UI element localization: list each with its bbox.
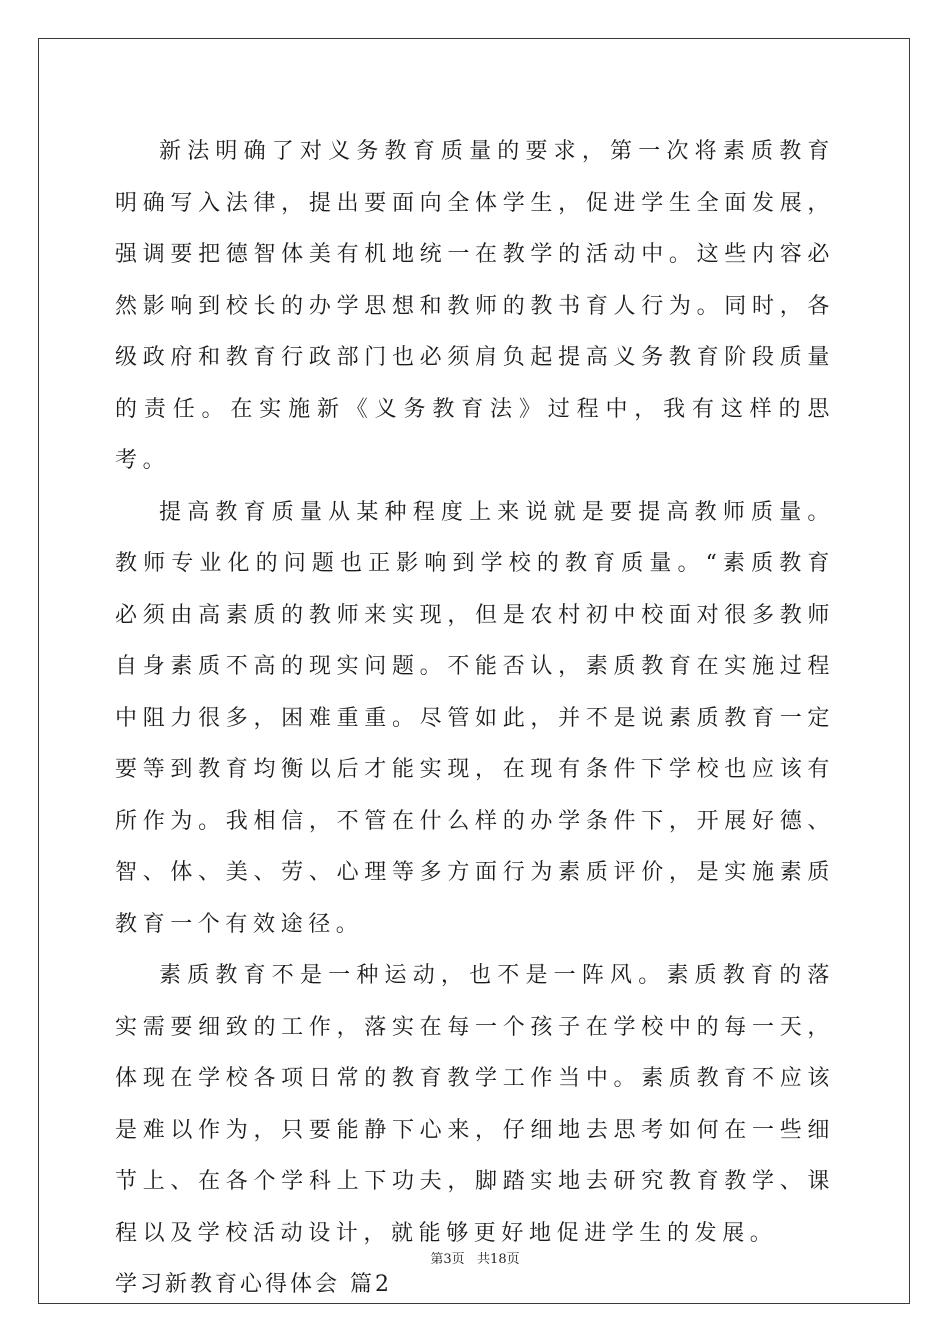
paragraph-3: 素质教育不是一种运动，也不是一阵风。素质教育的落实需要细致的工作，落实在每一个孩子在学校中的每一天，体现在学校各项日常的教育教学工作当中。素质教育不应该是难以作为，只要能静下心来，仔细地去思考如何在一些细节上、在各个学科上下功夫，脚踏实地去研究教育教学、课程以及学校活动设计，就能够更好地促进学生的发展。: [115, 963, 835, 1246]
page-number-footer: 第3页 共18页: [430, 1252, 520, 1267]
paragraph-1: 新法明确了对义务教育质量的要求，第一次将素质教育明确写入法律，提出要面向全体学生，促进学生全面发展，强调要把德智体美有机地统一在教学的活动中。这些内容必然影响到校长的办学思想和教师的教书育人行为。同时，各级政府和教育行政部门也必须肩负起提高义务教育阶段质量的责任。在实施新《义务教育法》过程中，我有这样的思考。: [115, 139, 835, 473]
section-heading: 学习新教育心得体会 篇2: [115, 1272, 392, 1297]
document-body: [115, 126, 835, 1311]
paragraph-2: 提高教育质量从某种程度上来说就是要提高教师质量。教师专业化的问题也正影响到学校的教育质量。“素质教育必须由高素质的教师来实现，但是农村初中校面对很多教师自身素质不高的现实问题。不能否认，素质教育在实施过程中阻力很多，困难重重。尽管如此，并不是说素质教育一定要等到教育均衡以后才能实现，在现有条件下学校也应该有所作为。我相信，不管在什么样的办学条件下，开展好德、智、体、美、劳、心理等多方面行为素质评价，是实施素质教育一个有效途径。: [115, 499, 835, 937]
